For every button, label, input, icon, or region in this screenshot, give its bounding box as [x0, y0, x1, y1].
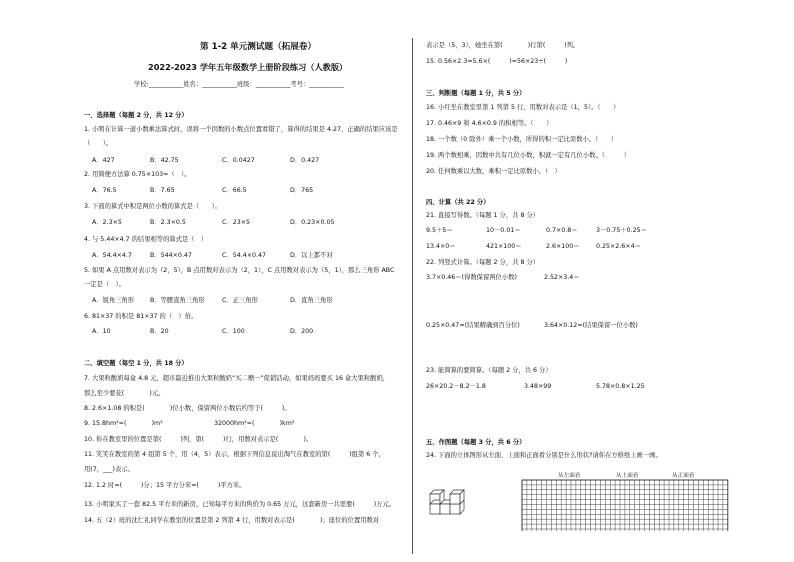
q21-item: 13.4×0＝ — [426, 243, 456, 250]
section-fill-heading: 二、填空题（每空 1 分，共 18 分） — [84, 360, 188, 367]
question-14-cont: 表示是（5，3），她坐在第( )行第( )列。 — [426, 42, 580, 49]
question-1-cont: （ ）。 — [84, 140, 113, 147]
page-subtitle: 2022-2023 学年五年级数学上册阶段练习（人教版） — [148, 62, 348, 72]
question-9-a: 9. 15.8hm²=( )m² — [84, 420, 163, 427]
q23-item: 5.78×0.8×1.25 — [596, 383, 645, 390]
q1-option-b: B．42.75 — [150, 157, 179, 164]
column-divider — [412, 38, 413, 554]
question-20: 20. 任何数乘以大数，乘积一定比原数小。（ ） — [426, 168, 561, 175]
q6-option-d: D．200 — [290, 328, 314, 335]
question-23: 23. 能简算的要简算。（每题 2 分，共 6 分） — [426, 367, 552, 374]
front-view-label: 从正面看 — [672, 473, 695, 479]
question-22: 22. 列竖式计算。（每题 2 分，共 8 分） — [426, 259, 540, 266]
q21-item: 2.6×100＝ — [546, 243, 580, 250]
left-view-label: 从左面看 — [558, 473, 581, 479]
q4-option-d: D．以上都不对 — [290, 252, 333, 259]
question-10: 10. 你在教室里的位置是第( )列，第( )行，用数对表示是( )。 — [84, 436, 313, 443]
q6-option-b: B．20 — [150, 328, 169, 335]
q5-option-c: C．正三角形 — [222, 297, 258, 304]
question-8: 8. 2.6×1.08 的积是( )位小数，保留两位小数后约等于( )。 — [84, 405, 291, 412]
q3-option-c: C．23×5 — [222, 219, 250, 226]
question-7-cont: 那么至少要花( )元。 — [84, 390, 165, 397]
question-21: 21. 直接写得数。（每题 1 分，共 8 分） — [426, 212, 540, 219]
q1-option-d: D．0.427 — [290, 157, 320, 164]
q1-option-c: C．0.0427 — [222, 157, 255, 164]
q21-item: 0.7×0.8＝ — [546, 227, 578, 234]
q2-option-d: D．765 — [290, 187, 314, 194]
question-19: 19. 两个数相乘，因数中共有几位小数，积就一定有几位小数。（ ） — [426, 152, 631, 159]
q6-option-c: C．100 — [222, 328, 245, 335]
question-3: 3. 下面的算式中积是两位小数的算式是（ ）。 — [84, 203, 222, 210]
q21-item: 3－0.75＋0.25＝ — [596, 227, 647, 234]
q5-option-d: D．直角三角形 — [290, 297, 333, 304]
cube — [450, 490, 464, 504]
top-view-label: 从上面看 — [616, 473, 639, 479]
q4-option-a: A．54.4×4.7 — [92, 252, 132, 259]
q2-option-b: B．7.65 — [150, 187, 175, 194]
q21-item: 0.25×2.6×4＝ — [596, 243, 641, 250]
question-4: 4. 与 5.44×4.7 的结果相等的算式是（ ） — [84, 236, 208, 243]
q4-option-c: C．54.4×0.47 — [222, 252, 267, 259]
q3-option-a: A．2.3×5 — [92, 219, 122, 226]
q21-item: 421×100＝ — [486, 243, 522, 250]
question-24: 24. 下面的立体图形从左面、上面和正面看分别是什么形状?请你在方格纸上画一画。 — [426, 452, 662, 459]
section-calc-heading: 四、计算（共 22 分） — [426, 199, 490, 206]
question-17: 17. 0.46×9 和 4.6×0.9 的积相等。（ ） — [426, 120, 553, 127]
drawing-area — [428, 471, 768, 531]
q6-option-a: A．10 — [92, 328, 111, 335]
q4-option-b: B．544×0.47 — [150, 252, 192, 259]
question-7: 7. 大果粒酸奶每盒 4.8 元，超市最近推出大果粒酸奶“买二赠一”促销活动，如果妈妈要买 16 盒大果粒酸奶， — [84, 375, 390, 382]
q23-item: 3.48×99 — [524, 383, 552, 390]
cube-stack-figure — [430, 490, 464, 514]
q21-item: 10－0.01＝ — [486, 227, 521, 234]
q23-item: 26×20.2－8.2－1.8 — [426, 383, 486, 390]
question-11: 11. 笑笑在教室的第 4 组第 5 个，用（4，5）表示，根据下列信息说出淘气在教室的第( )组第 6 个， — [84, 451, 385, 458]
q2-option-c: C．66.5 — [222, 187, 247, 194]
question-13: 13. 小明家买了一套 82.5 平方米的新房，已知每平方米的售价为 0.65 万元，这套新房一共需要( )万元。 — [84, 501, 396, 508]
q1-option-a: A．427 — [92, 157, 115, 164]
question-5: 5. 如果 A 点用数对表示为（2，5），B 点用数对表示为（2，1），C 点用数对表示为（5，1），那么三角形 ABC — [84, 267, 395, 274]
section-judge-heading: 三、判断题（每题 1 分，共 5 分） — [426, 90, 526, 97]
page-title: 第 1-2 单元测试题（拓展卷） — [200, 42, 317, 52]
q21-item: 9.5＋5＝ — [426, 227, 453, 234]
q22-item: 0.25×0.47≈(结果精确到百分位) — [426, 322, 520, 329]
grid-paper[interactable] — [522, 480, 728, 531]
q2-option-a: A．76.5 — [92, 187, 117, 194]
question-12: 12. 1.2 时=( )分；15 平方分米=( )平方米。 — [84, 482, 246, 489]
question-14: 14. 五（2）班的沈仁礼同学在教室的位置是第 2 列第 4 行，用数对表示是( )；座位的位置用数对 — [84, 517, 380, 524]
question-9-b: 32000hm²=( )km² — [214, 420, 295, 427]
q22-item: 3.7×0.46＝(得数保留两位小数) — [426, 274, 517, 281]
student-info: 学校:___________姓名：___________班级：___________考号：___________ — [134, 81, 344, 88]
q22-item: 2.52×3.4＝ — [544, 274, 580, 281]
section-choice-heading: 一、选择题（每题 2 分，共 12 分） — [84, 112, 188, 119]
section-draw-heading: 五、作图题（每题 3 分，共 6 分） — [426, 439, 526, 446]
q5-option-a: A．锐角三角形 — [92, 297, 135, 304]
question-18: 18. 一个数（0 除外）乘一个小数，所得的积一定比原数小。（ ） — [426, 136, 618, 143]
question-11-cont: 用(7，___)表示。 — [84, 466, 134, 473]
view-labels — [558, 471, 695, 479]
question-15: 15. 0.56×2.3=5.6×( )=56×23÷( ) — [426, 58, 568, 65]
question-16: 16. 小红坐在教室里第 1 列第 5 行，用数对表示是（1，5）。（ ） — [426, 104, 620, 111]
q22-item: 3.64×0.12≈(结果保留一位小数) — [544, 322, 638, 329]
q3-option-b: B．2.3×0.5 — [150, 219, 186, 226]
question-5-cont: 一定是（ ）。 — [84, 281, 125, 288]
question-6: 6. 81×37 的积是 81×37 的（ ）倍。 — [84, 313, 198, 320]
question-2: 2. 用简便方法算 0.75×103=（ ）。 — [84, 171, 191, 178]
q5-option-b: B．等腰直角三角形 — [150, 297, 205, 304]
question-1: 1. 小明在计算一道小数乘法算式时，误将一个因数的小数点位置看错了，算得的结果是 4.27，正确的结果应该是 — [84, 126, 398, 133]
q3-option-d: D．0.23×0.05 — [290, 219, 335, 226]
